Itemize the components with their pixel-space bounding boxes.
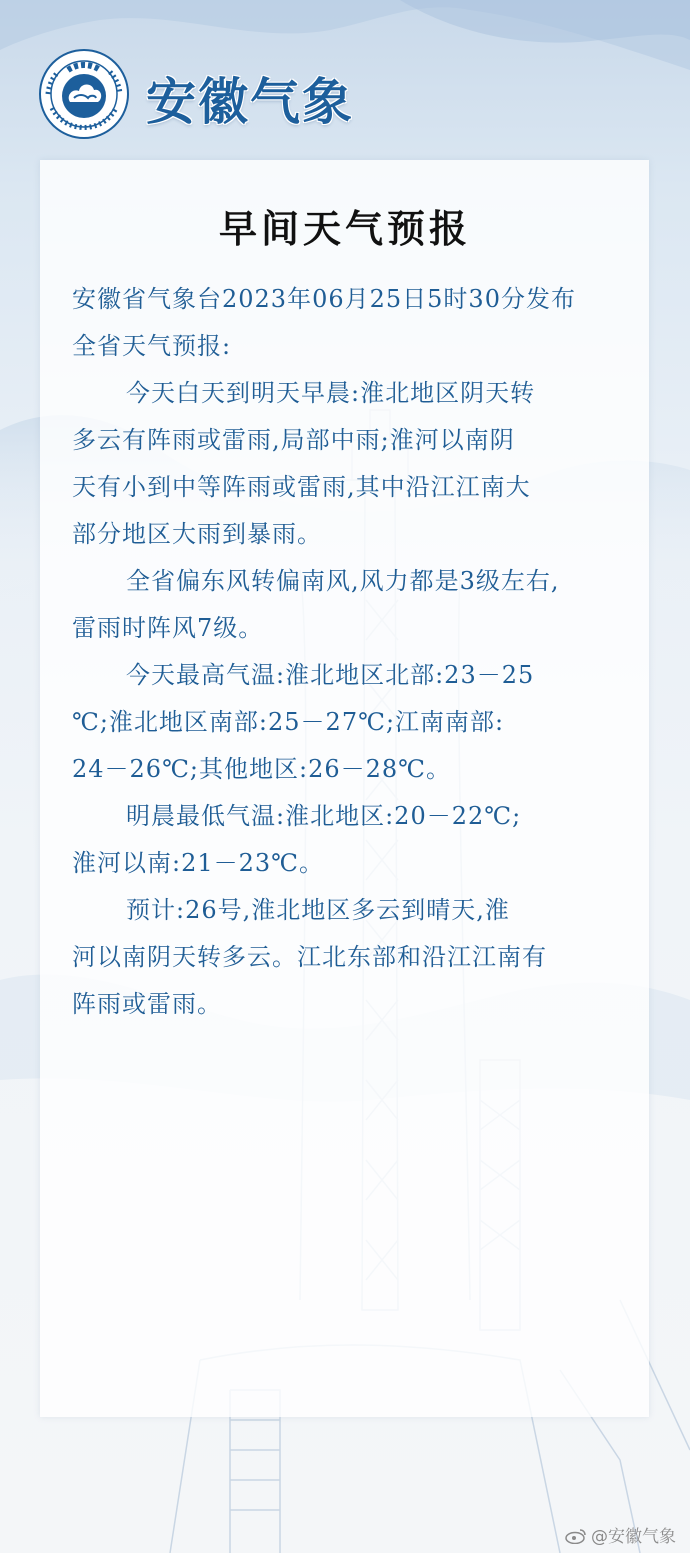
weibo-icon: [565, 1528, 587, 1544]
app-title: 安徽气象: [146, 72, 354, 131]
text-line: ℃;淮北地区南部:25－27℃;江南南部:: [72, 708, 505, 736]
text-line: 阵雨或雷雨。: [72, 990, 222, 1018]
weibo-watermark: [565, 1522, 676, 1547]
text-line: 明晨最低气温:淮北地区:20－22℃;: [126, 802, 522, 830]
page-title: 早间天气预报: [218, 207, 471, 251]
text-line: 淮河以南:21－23℃。: [72, 849, 325, 877]
forecast-text: [72, 276, 630, 1028]
header: [38, 48, 658, 144]
text-line: 天有小到中等阵雨或雷雨,其中沿江江南大: [72, 473, 531, 501]
text-line: 今天最高气温:淮北地区北部:23－25: [126, 661, 535, 689]
watermark-text: @安徽气象: [591, 1527, 676, 1547]
text-line: 24－26℃;其他地区:26－28℃。: [72, 755, 452, 783]
forecast-heading: 全省天气预报:: [72, 332, 232, 360]
text-line: 全省偏东风转偏南风,风力都是3级左右,: [126, 567, 560, 595]
issue-line: 安徽省气象台2023年06月25日5时30分发布: [72, 285, 576, 313]
bureau-logo-icon: [38, 48, 130, 140]
text-line: 预计:26号,淮北地区多云到晴天,淮: [126, 896, 510, 924]
text-line: 今天白天到明天早晨:淮北地区阴天转: [126, 379, 536, 407]
text-line: 河以南阴天转多云。江北东部和沿江江南有: [72, 943, 547, 971]
text-line: 雷雨时阵风7级。: [72, 614, 264, 642]
text-line: 部分地区大雨到暴雨。: [72, 520, 322, 548]
text-line: 多云有阵雨或雷雨,局部中雨;淮河以南阴: [72, 426, 515, 454]
